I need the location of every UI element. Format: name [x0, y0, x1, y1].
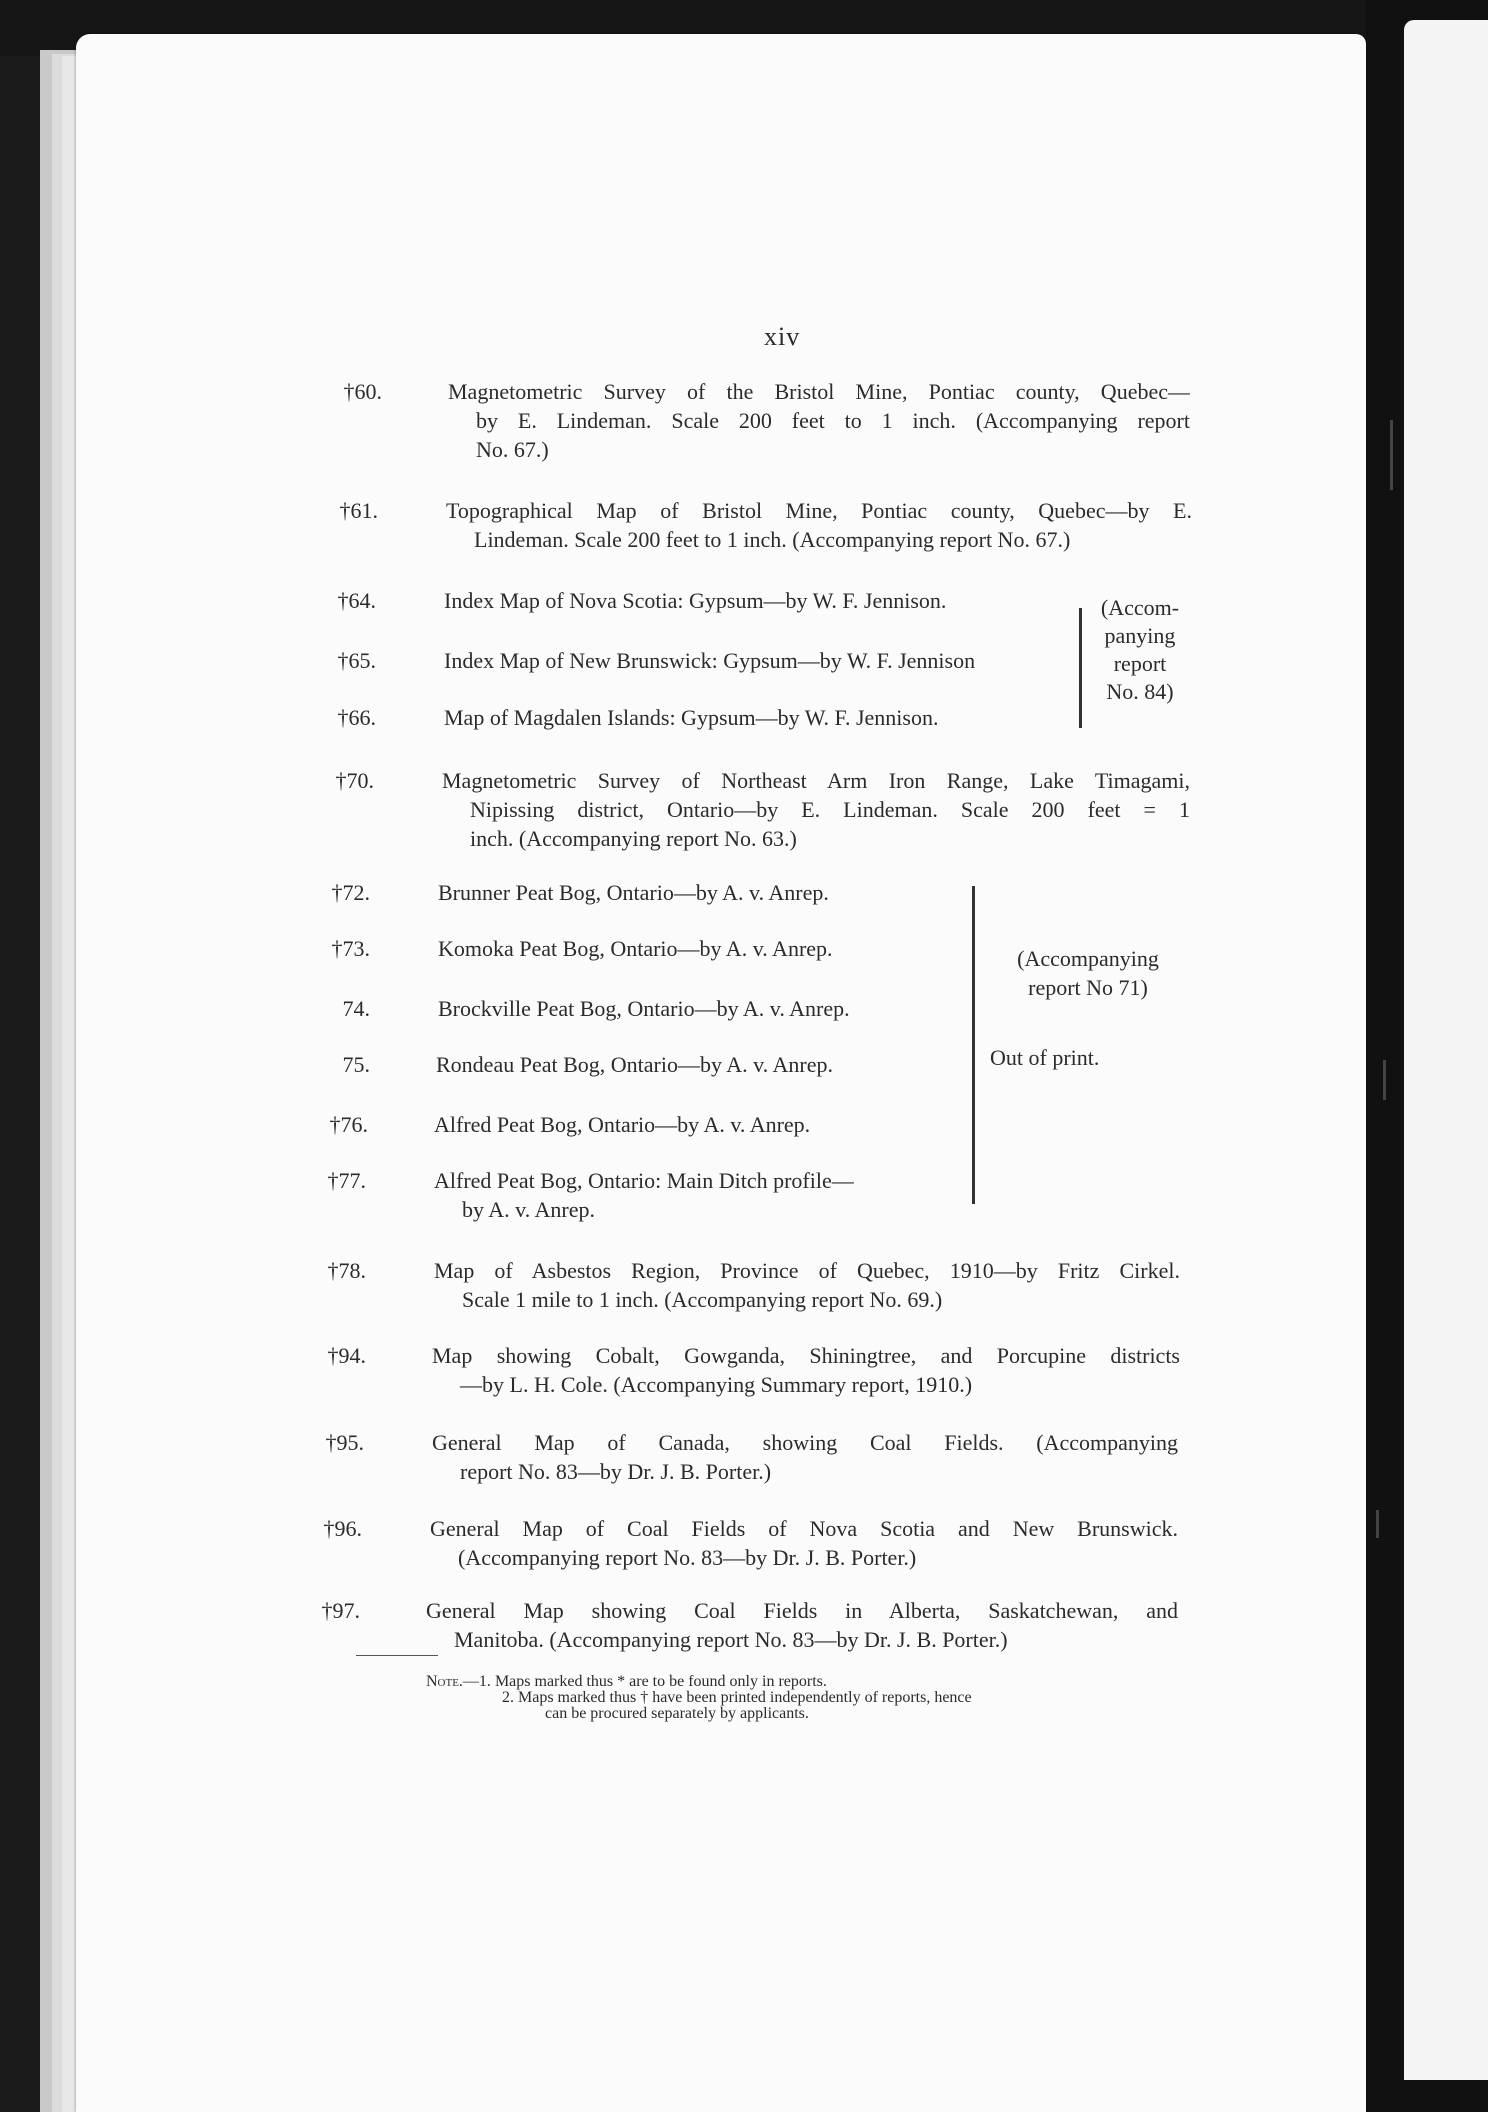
entry-text-line: Scale 1 mile to 1 inch. (Accompanying report No. 69.) — [462, 1287, 943, 1312]
footnote-2 — [502, 1690, 972, 1706]
entry-text-line: Map showing Cobalt, Gowganda, Shiningtree, and Porcupine districts — [432, 1343, 1180, 1368]
entry-text-line: Map of Magdalen Islands: Gypsum—by W. F. Jennison. — [444, 705, 939, 730]
entry-text-line: Topographical Map of Bristol Mine, Pontiac county, Quebec—by E. — [446, 498, 1192, 523]
entry-number: †60. — [343, 379, 382, 404]
binding-mark — [1383, 1060, 1386, 1100]
entry-text-line: No. 67.) — [476, 437, 549, 462]
footnote-1 — [426, 1674, 827, 1690]
bracket-gypsum — [1079, 608, 1082, 728]
entry-text-line: Rondeau Peat Bog, Ontario—by A. v. Anrep. — [436, 1052, 833, 1077]
entry-number: †94. — [327, 1343, 366, 1368]
entry-number: †66. — [337, 705, 376, 730]
binding-mark — [1390, 420, 1393, 490]
entry-number: †97. — [321, 1598, 360, 1623]
entry-number: †95. — [325, 1430, 364, 1455]
entry-number: †65. — [337, 648, 376, 673]
entry-text-line: Magnetometric Survey of Northeast Arm Iron Range, Lake Timagami, — [442, 768, 1190, 793]
bracket-gypsum-note: (Accom- panying report No. 84) — [1100, 595, 1180, 704]
entry-text-line: General Map of Canada, showing Coal Fields. (Accompanying — [432, 1430, 1178, 1455]
entry-text-line: —by L. H. Cole. (Accompanying Summary report, 1910.) — [460, 1372, 973, 1397]
entry-text-line: General Map showing Coal Fields in Alberta, Saskatchewan, and — [426, 1598, 1178, 1623]
entry-text-line: Magnetometric Survey of the Bristol Mine, Pontiac county, Quebec— — [448, 379, 1190, 404]
entry-number: †64. — [337, 588, 376, 613]
entry-text-line: General Map of Coal Fields of Nova Scotia and New Brunswick. — [430, 1516, 1178, 1541]
entry-number: †77. — [327, 1168, 366, 1193]
entry-text-line: inch. (Accompanying report No. 63.) — [470, 826, 797, 851]
binding-mark — [1376, 1510, 1379, 1538]
entry-number: †73. — [331, 936, 370, 961]
footnote-rule — [356, 1655, 438, 1656]
entry-text-line: Manitoba. (Accompanying report No. 83—by Dr. J. B. Porter.) — [454, 1627, 1008, 1652]
entry-number: †72. — [331, 880, 370, 905]
bracket-peat — [972, 886, 975, 1204]
entry-number: †96. — [323, 1516, 362, 1541]
footnote-2-text: Maps marked thus † have been printed independently of reports, hence — [518, 1689, 972, 1706]
entry-number: †78. — [327, 1258, 366, 1283]
entry-text-line: by E. Lindeman. Scale 200 feet to 1 inch. (Accompanying report — [476, 408, 1190, 433]
entry-text-line: Index Map of Nova Scotia: Gypsum—by W. F. Jennison. — [444, 588, 947, 613]
bracket-peat-note: (Accompanying report No 71) — [1017, 946, 1159, 1000]
facing-page-edge — [1404, 20, 1488, 2080]
entry-number: †76. — [329, 1112, 368, 1137]
entry-text-line: Index Map of New Brunswick: Gypsum—by W. F. Jennison — [444, 648, 976, 673]
page-folio: xiv — [764, 322, 801, 351]
entry-text-line: Alfred Peat Bog, Ontario: Main Ditch profile— — [434, 1168, 854, 1193]
bracket-peat-status: Out of print. — [990, 1045, 1100, 1070]
entry-number: †61. — [339, 498, 378, 523]
footnote-2-continued: can be procured separately by applicants. — [545, 1705, 809, 1722]
entry-number: 75. — [342, 1052, 370, 1077]
footnote-label: Note.—1. — [426, 1673, 491, 1690]
entry-text-line: report No. 83—by Dr. J. B. Porter.) — [460, 1459, 772, 1484]
entry-text-line: Komoka Peat Bog, Ontario—by A. v. Anrep. — [438, 936, 833, 961]
entry-text-line: Lindeman. Scale 200 feet to 1 inch. (Accompanying report No. 67.) — [474, 527, 1071, 552]
entry-text-line: Nipissing district, Ontario—by E. Lindeman. Scale 200 feet = 1 — [470, 797, 1190, 822]
entry-number: †70. — [335, 768, 374, 793]
entry-text-line: by A. v. Anrep. — [462, 1197, 596, 1222]
entry-text-line: Brunner Peat Bog, Ontario—by A. v. Anrep. — [438, 880, 829, 905]
footnote-2-num: 2. — [502, 1689, 514, 1706]
entry-text-line: Alfred Peat Bog, Ontario—by A. v. Anrep. — [434, 1112, 811, 1137]
entry-number: 74. — [342, 996, 370, 1021]
entry-text-line: Map of Asbestos Region, Province of Quebec, 1910—by Fritz Cirkel. — [434, 1258, 1180, 1283]
entry-text-line: Brockville Peat Bog, Ontario—by A. v. Anrep. — [438, 996, 850, 1021]
entry-text-line: (Accompanying report No. 83—by Dr. J. B. Porter.) — [458, 1545, 917, 1570]
footnote-1-text: Maps marked thus * are to be found only in reports. — [494, 1673, 827, 1690]
